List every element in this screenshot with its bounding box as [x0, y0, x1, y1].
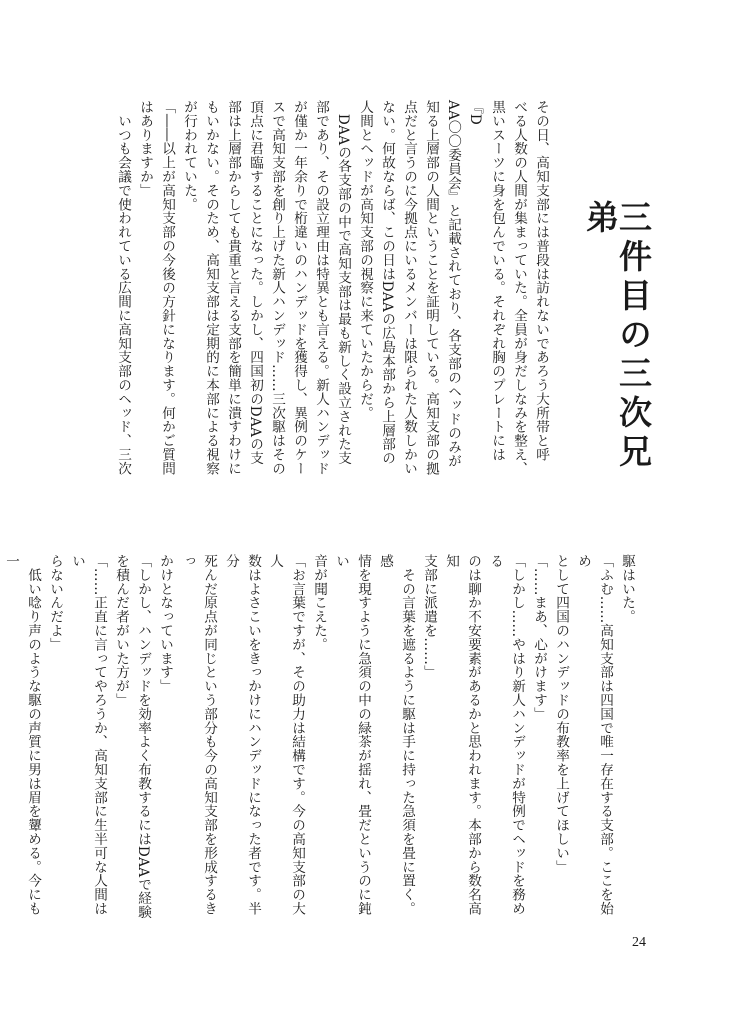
text-column: その言葉を遮るように駆は手に持った急須を畳に置く。感 — [377, 554, 415, 916]
text-column: DAAの各支部の中で高知支部は最も新しく設立された支 — [335, 100, 351, 466]
text-column: 「しかし、ハンデッドを効率よく布教するにはDAAで経験 — [135, 554, 151, 920]
text-column: べる人数の人間が集まっていた。全員が身だしなみを整え、 — [511, 100, 527, 476]
text-column: 部は上層部からしても貴重と言える支部を簡単に潰すわけに — [225, 100, 241, 476]
text-column: 低い唸り声のような駆の声質に男は眉を顰める。今にも一 — [3, 554, 41, 916]
text-column: かけとなっています」 — [157, 554, 173, 693]
text-column: 音が聞こえた。 — [311, 554, 327, 652]
text-column: として四国のハンデッドの布教率を上げてほしい」 — [553, 554, 569, 874]
text-column: を積んだ者がいた方が」 — [113, 554, 129, 707]
text-column: ない。何故ならば、この日はDAAの広島本部から上層部の — [379, 100, 395, 466]
text-column: 「しかし……やはり新人ハンデッドが特例でヘッドを務める — [487, 554, 525, 916]
text-column: 「ふむ……高知支部は四国で唯一存在する支部。ここを始め — [575, 554, 613, 916]
text-block-bottom — [3, 554, 638, 926]
text-column: 死んだ原点が同じという部分も今の高知支部を形成するきっ — [179, 554, 217, 916]
text-column: 支部に派遣を……」 — [421, 554, 437, 680]
text-column: もいかない。そのため、高知支部は定期的に本部による視察 — [203, 100, 219, 476]
text-column: が僅か一年余りで桁違いのハンデッドを獲得し、異例のケー — [291, 100, 307, 476]
text-column: 点だと言うのに今拠点にいるメンバーは限られた人数しかい — [401, 100, 417, 476]
text-column: いつも会議で使われている広間に高知支部のヘッド、三次 — [115, 100, 131, 476]
text-column: 「……正直に言ってやろうか、高知支部に生半可な人間はい — [69, 554, 107, 916]
text-column: 「――以上が高知支部の今後の方針になります。何かご質問 — [159, 100, 175, 476]
text-column: 「……まあ、心がけます」 — [531, 554, 547, 721]
text-column: 知る上層部の人間ということを証明している。高知支部の拠 — [423, 100, 439, 476]
text-column: 数はよさこいをきっかけにハンデッドになった者です。半分 — [223, 554, 261, 916]
text-column: 黒いスーツに身を包んでいる。それぞれ胸のプレートには『D — [467, 100, 505, 462]
text-column: が行われていた。 — [181, 100, 197, 212]
page-number: 24 — [632, 935, 646, 950]
text-column: 部であり、その設立理由は特異とも言える。新人ハンデッド — [313, 100, 329, 476]
text-column: その日、高知支部には普段は訪れないであろう大所帯と呼 — [533, 100, 549, 462]
text-column: らないんだよ」 — [47, 554, 63, 652]
text-block-top — [115, 100, 552, 480]
text-column: AA〇〇委員会』と記載されており、各支部のヘッドのみが — [445, 100, 461, 468]
text-column: 情を現すように急須の中の緑茶が揺れ、畳だというのに鈍い — [333, 554, 371, 916]
text-column: 頂点に君臨することになった。しかし、四国初のDAAの支 — [247, 100, 263, 466]
text-column: のは聊か不安要素があるかと思われます。本部から数名高知 — [443, 554, 481, 916]
chapter-title: 三件目の三次兄弟 — [581, 200, 653, 473]
text-column: 駆はいた。 — [619, 554, 635, 624]
text-column: スで高知支部を創り上げた新人ハンデッド……三次駆はその — [269, 100, 285, 476]
text-column: 「お言葉ですが、その助力は結構です。今の高知支部の大人 — [267, 554, 305, 916]
text-column: はありますか」 — [137, 100, 153, 198]
text-column: 人間とヘッドが高知支部の視察に来ていたからだ。 — [357, 100, 373, 420]
